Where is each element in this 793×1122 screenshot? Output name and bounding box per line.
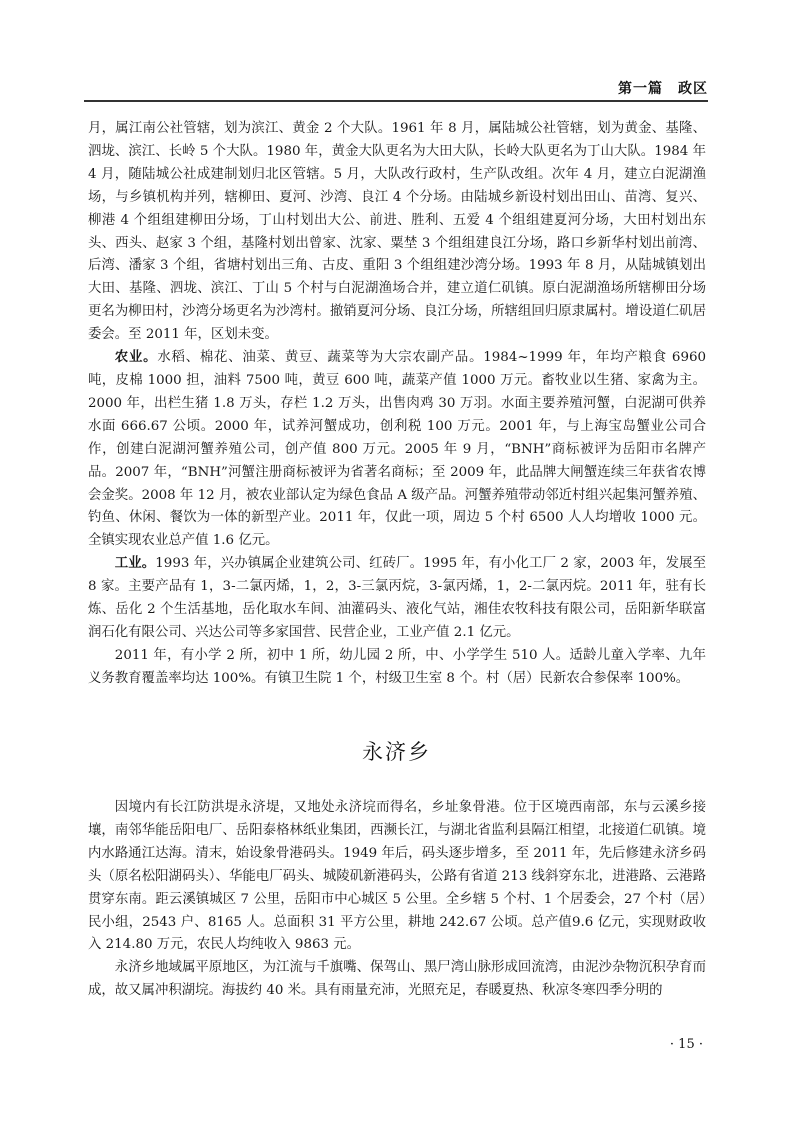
industry-text: 1993 年，兴办镇属企业建筑公司、红砖厂。1995 年，有小化工厂 2 家，2003 年，发展至 8 家。主要产品有 1，3-二氯丙烯，1，2，3-三氯丙烷，3-氯丙烯，1，2-二氯丙烷。2011 年，驻有长炼、岳化 2 个生活基地，岳化取水车间、油灌码头、液化气站，湘佳农牧科技有限公司，岳阳新华联富润石化有限公司、兴达公司等多家国营、民营企业，工业产值 2.1 亿元。 — [88, 556, 706, 640]
paragraph-geography: 永济乡地域属平原地区，为江流与千旗嘴、保驾山、黑尸湾山脉形成回流湾，由泥沙杂物沉积孕育而成，故又属冲积湖垸。海拔约 40 米。具有雨量充沛，光照充足，春暖夏热、秋凉冬寒四季分明的 — [88, 960, 706, 999]
paragraph-continuation: 月，属江南公社管辖，划为滨江、黄金 2 个大队。1961 年 8 月，属陆城公社管辖，划为黄金、基隆、泗垅、滨江、长岭 5 个大队。1980 年，黄金大队更名为大田大队，长岭大队更名为丁山大队。1984 年 4 月，随陆城公社成建制划归北区管辖。5 月，大队改行政村，生产队改组。次年 4 月，建立白泥湖渔场，与乡镇机构并列，辖柳田、夏河、沙湾、良江 4 个分场。由陆城乡新设村划出田山、苗湾、复兴、柳港 4 个组组建柳田分场，丁山村划出大公、前进、胜利、五爱 4 个组组建夏河分场，大田村划出东头、西头、赵家 3 个组，基隆村划出曾家、沈家、粟埜 3 个组组建良江分场，路口乡新华村划出前湾、后湾、潘家 3 个组，省塘村划出三角、古皮、重阳 3 个组组建沙湾分场。1993 年 8 月，从陆城镇划出大田、基隆、泗垅、滨江、丁山 5 个村与白泥湖渔场合并，建立道仁矶镇。原白泥湖渔场所辖柳田分场更名为柳田村，沙湾分场更名为沙湾村。撤销夏河分场、良江分场，所辖组回归原隶属村。增设道仁矶居委会。至 2011 年，区划未变。 — [88, 121, 706, 343]
paragraph-agriculture — [88, 347, 706, 553]
page-number: · 15 · — [669, 1037, 703, 1052]
paragraph-education-health: 2011 年，有小学 2 所，初中 1 所，幼儿园 2 所，中、小学学生 510 人。适龄儿童入学率、九年义务教育覆盖率均达 100%。有镇卫生院 1 个，村级卫生室 8 个。村（居）民新农合参保率 100%。 — [88, 647, 706, 686]
text-block-top — [88, 118, 706, 691]
paragraph-overview: 因境内有长江防洪堤永济堤，又地处永济垸而得名，乡址象骨港。位于区境西南部，东与云溪乡接壤，南邻华能岳阳电厂、岳阳泰格林纸业集团，西濒长江，与湖北省监利县隔江相望，北接道仁矶镇。境内水路通江达海。清末，始设象骨港码头。1949 年后，码头逐步增多，至 2011 年，先后修建永济乡码头（原名松阳湖码头）、华能电厂码头、城陵矶新港码头，公路有省道 213 线斜穿东北，进港路、云港路贯穿东南。距云溪镇城区 7 公里，岳阳市中心城区 5 公里。全乡辖 5 个村、1 个居委会，27 个村（居）民小组，2543 户、8165 人。总面积 31 平方公里，耕地 242.67 公顷。总产值9.6 亿元，实现财政收入 214.80 万元，农民人均纯收入 9863 元。 — [88, 800, 706, 953]
section-title: 永济乡 — [362, 740, 431, 764]
chapter-title: 第一篇 政区 — [618, 81, 708, 97]
header-rule — [84, 100, 708, 102]
agriculture-text: 水稻、棉花、油菜、黄豆、蔬菜等为大宗农副产品。1984~1999 年，年均产粮食 6960 吨，皮棉 1000 担，油料 7500 吨，黄豆 600 吨，蔬菜产值 1000 万元。畜牧业以生猪、家禽为主。2000 年，出栏生猪 1.8 万头，存栏 1.2 万头，出售肉鸡 30 万羽。水面主要养殖河蟹，白泥湖可供养水面 666.67 公顷。2000 年，试养河蟹成功，创利税 100 万元。2001 年，与上海宝岛蟹业公司合作，创建白泥湖河蟹养殖公司，创产值 800 万元。2005 年 9 月，“BNH”商标被评为岳阳市名牌产品。2007 年，“BNH”河蟹注册商标被评为省著名商标；至 2009 年，此品牌大闸蟹连续三年获省农博会金奖。2008 年 12 月，被农业部认定为绿色食品 A 级产品。河蟹养殖带动邻近村组兴起集河蟹养殖、钓鱼、休闲、餐饮为一体的新型产业。2011 年，仅此一项，周边 5 个村 6500 人人均增收 1000 元。全镇实现农业总产值 1.6 亿元。 — [88, 350, 706, 549]
paragraph-industry — [88, 553, 706, 645]
running-header — [84, 74, 708, 100]
lead-agriculture: 农业。 — [114, 350, 158, 366]
text-block-bottom — [88, 797, 706, 1003]
lead-industry: 工业。 — [114, 556, 156, 572]
